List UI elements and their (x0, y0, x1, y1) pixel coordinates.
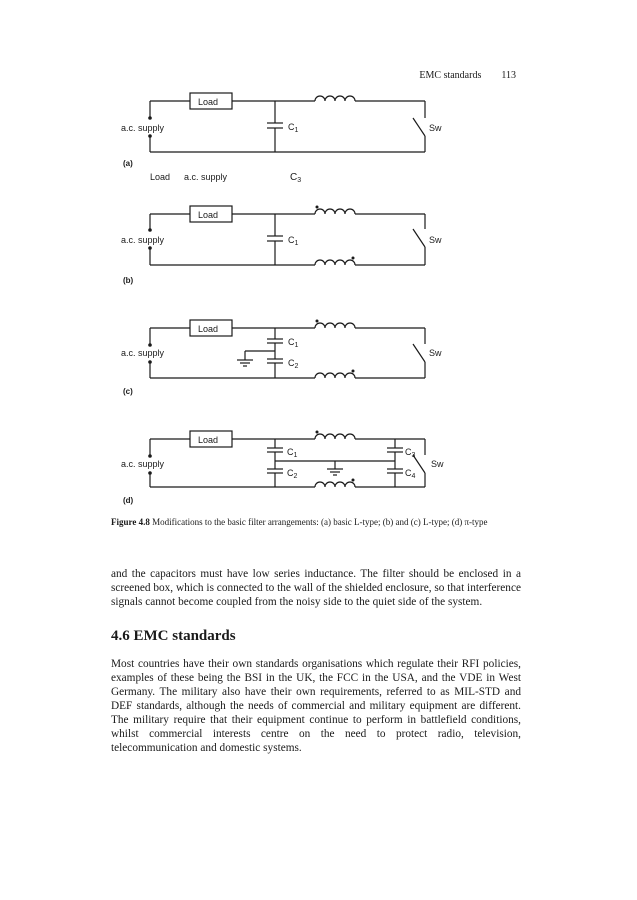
inductor-symbol (315, 434, 355, 439)
c4-label (405, 468, 416, 480)
body-paragraph-2: Most countries have their own standards organisations which regulate their RFI policies, examples of these being the BSI in the UK, the FCC in the USA, and the VDE in West Germany. The military also have their own requirements, referred to as MIL-STD and DEF standards, although the needs of commercial and military equipment are different. The military require that their equipment continue to perform in battlefield conditions, whilst commercial interests centre on the need to protect radio, television, telecommunication and domestic systems. (111, 658, 521, 754)
inductor-symbol (315, 209, 355, 214)
c1-label (287, 447, 298, 459)
switch-symbol (413, 118, 425, 136)
switch-symbol (413, 344, 425, 362)
switch-label: Sw (431, 459, 444, 469)
c1-label (288, 337, 299, 349)
figure-caption-text: Modifications to the basic filter arrangements: (a) basic L-type; (b) and (c) L-type; (d) π-type (152, 517, 488, 527)
cap-letter: C (290, 172, 298, 183)
switch-symbol (413, 229, 425, 247)
cap-subscript: 1 (294, 342, 299, 349)
diagram-tag-c: (c) (123, 387, 133, 396)
inductor-symbol (315, 373, 355, 378)
diagram-tag-b: (b) (123, 276, 134, 285)
cap-subscript: 3 (297, 177, 302, 184)
polarity-dot (316, 320, 319, 323)
stray-supply-label: a.c. supply (184, 172, 228, 182)
polarity-dot (316, 431, 319, 434)
stray-c3-label (290, 172, 301, 184)
circuit-diagram-d (95, 423, 535, 523)
switch-label: Sw (429, 348, 442, 358)
page-number: 113 (501, 70, 516, 81)
supply-label: a.c. supply (121, 459, 165, 469)
cap-subscript: 1 (293, 452, 298, 459)
inductor-symbol (315, 482, 355, 487)
c1-label (288, 122, 299, 134)
running-header (110, 70, 516, 81)
cap-letter: C (405, 468, 412, 478)
c3-label (405, 447, 416, 459)
supply-label: a.c. supply (121, 235, 165, 245)
stray-load-label: Load (150, 172, 171, 182)
terminal (148, 454, 152, 458)
cap-letter: C (287, 468, 294, 478)
switch-label: Sw (429, 235, 442, 245)
diagram-tag-a: (a) (123, 159, 133, 168)
load-label: Load (198, 97, 219, 107)
terminal (148, 343, 152, 347)
load-label: Load (198, 210, 219, 220)
inductor-symbol (315, 323, 355, 328)
cap-letter: C (288, 337, 295, 347)
figure-label: Figure 4.8 (111, 517, 150, 527)
figure-caption (111, 517, 521, 528)
polarity-dot (352, 479, 355, 482)
load-label: Load (198, 435, 219, 445)
terminal (148, 228, 152, 232)
switch-label: Sw (429, 123, 442, 133)
load-label: Load (198, 324, 219, 334)
body-paragraph-1: and the capacitors must have low series inductance. The filter should be enclosed in a screened box, which is connected to the wall of the shielded enclosure, so that interference signals cannot become coupled from the noisy side to the quiet side of the system. (111, 568, 521, 608)
cap-letter: C (287, 447, 294, 457)
diagram-tag-d: (d) (123, 496, 134, 505)
cap-letter: C (288, 358, 295, 368)
cap-subscript: 2 (294, 363, 299, 370)
terminal (148, 116, 152, 120)
c2-label (288, 358, 299, 370)
cap-subscript: 4 (411, 473, 416, 480)
cap-subscript: 2 (293, 473, 298, 480)
c1-label (288, 235, 299, 247)
cap-subscript: 1 (294, 240, 299, 247)
cap-subscript: 1 (294, 127, 299, 134)
cap-subscript: 3 (411, 452, 416, 459)
cap-letter: C (405, 447, 412, 457)
polarity-dot (352, 370, 355, 373)
c2-label (287, 468, 298, 480)
inductor-symbol (315, 260, 355, 265)
supply-label: a.c. supply (121, 348, 165, 358)
section-heading: 4.6 EMC standards (111, 628, 236, 644)
circuit-diagram-b (95, 197, 535, 297)
cap-letter: C (288, 235, 295, 245)
inductor-symbol (315, 96, 355, 101)
polarity-dot (316, 206, 319, 209)
polarity-dot (352, 257, 355, 260)
circuit-diagram-c (95, 312, 535, 412)
supply-label: a.c. supply (121, 123, 165, 133)
cap-letter: C (288, 122, 295, 132)
running-header-title: EMC standards (419, 70, 482, 81)
